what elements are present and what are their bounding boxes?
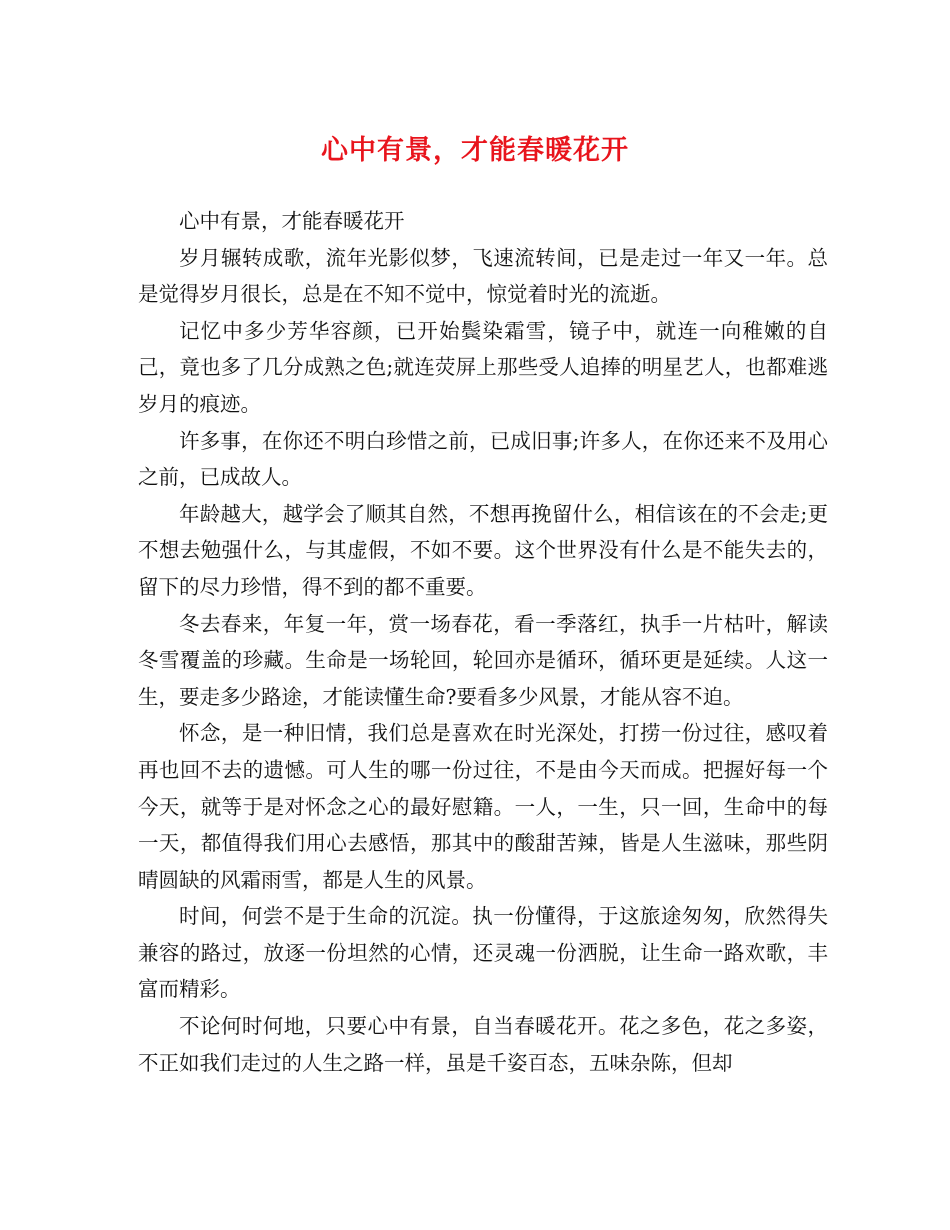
paragraph: 岁月辗转成歌，流年光影似梦，飞速流转间，已是走过一年又一年。总是觉得岁月很长，总是在不知不觉中，惊觉着时光的流逝。: [138, 245, 828, 307]
paragraph: 冬去春来，年复一年，赏一场春花，看一季落红，执手一片枯叶，解读冬雪覆盖的珍藏。生命是一场轮回，轮回亦是循环，循环更是延续。人这一生，要走多少路途，才能读懂生命?要看多少风景，才能从容不迫。: [138, 611, 828, 709]
paragraph: 时间，何尝不是于生命的沉淀。执一份懂得，于这旅途匆匆，欣然得失兼容的路过，放逐一份坦然的心情，还灵魂一份洒脱，让生命一路欢歌，丰富而精彩。: [138, 904, 828, 1002]
paragraph: 年龄越大，越学会了顺其自然，不想再挽留什么，相信该在的不会走;更不想去勉强什么，与其虚假，不如不要。这个世界没有什么是不能失去的，留下的尽力珍惜，得不到的都不重要。: [138, 501, 828, 599]
paragraph: 记忆中多少芳华容颜，已开始鬓染霜雪，镜子中，就连一向稚嫩的自己，竟也多了几分成熟之色;就连荧屏上那些受人追捧的明星艺人，也都难逃岁月的痕迹。: [138, 318, 828, 416]
paragraph: 不论何时何地，只要心中有景，自当春暖花开。花之多色，花之多姿，不正如我们走过的人生之路一样，虽是千姿百态，五味杂陈，但却: [138, 1014, 828, 1075]
document-body: [138, 203, 828, 1081]
paragraph: 怀念，是一种旧情，我们总是喜欢在时光深处，打捞一份过往，感叹着再也回不去的遗憾。可人生的哪一份过往，不是由今天而成。把握好每一个今天，就等于是对怀念之心的最好慰籍。一人，一生，只一回，生命中的每一天，都值得我们用心去感悟，那其中的酸甜苦辣，皆是人生滋味，那些阴晴圆缺的风霜雨雪，都是人生的风景。: [138, 721, 828, 892]
document-title: 心中有景，才能春暖花开: [321, 135, 629, 166]
paragraph: 心中有景，才能春暖花开: [179, 209, 405, 233]
paragraph: 许多事，在你还不明白珍惜之前，已成旧事;许多人，在你还来不及用心之前，已成故人。: [138, 428, 828, 490]
